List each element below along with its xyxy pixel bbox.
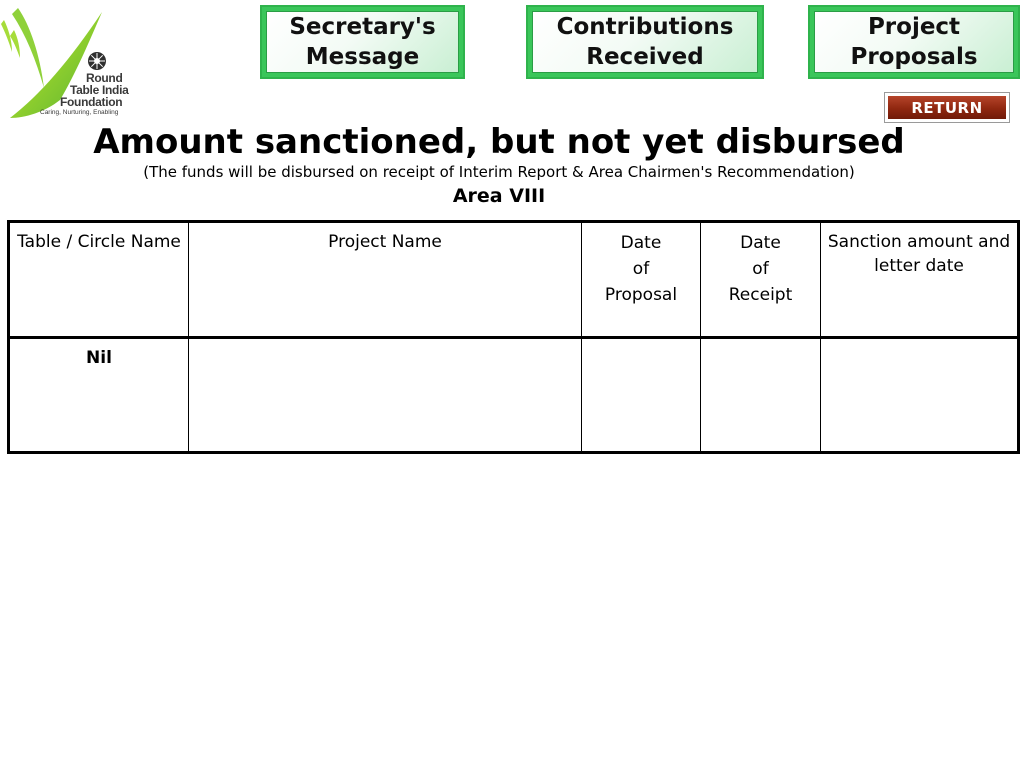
header-date-of-proposal-line-1: Date xyxy=(620,233,662,253)
logo-tagline: Caring, Nurturing, Enabling xyxy=(40,109,119,116)
secretarys-message-button[interactable] xyxy=(260,5,465,79)
area-label: Area VIII xyxy=(452,185,546,207)
page-title: Amount sanctioned, but not yet disbursed xyxy=(93,122,905,162)
contributions-received-button[interactable] xyxy=(526,5,764,79)
table-header-row xyxy=(9,222,1019,338)
header-date-of-receipt-line-2: of xyxy=(752,259,769,279)
project-proposals-label: Project Proposals xyxy=(814,11,1014,73)
logo-name-line-3: Foundation xyxy=(60,95,123,109)
header-sanction-amount: Sanction amount and letter date xyxy=(821,222,1019,338)
cell-sanction-amount xyxy=(821,338,1019,453)
header-table-circle-name: Table / Circle Name xyxy=(9,222,189,338)
project-proposals-button[interactable] xyxy=(808,5,1020,79)
contributions-received-label: Contributions Received xyxy=(532,11,758,73)
header-project-name: Project Name xyxy=(189,222,582,338)
return-button[interactable] xyxy=(884,92,1010,123)
header-date-of-receipt xyxy=(701,222,821,338)
header-date-of-proposal-line-3: Proposal xyxy=(604,285,678,305)
header-date-of-proposal-line-2: of xyxy=(632,259,650,279)
logo-wordmark xyxy=(60,72,129,108)
cell-date-of-receipt xyxy=(701,338,821,453)
header-date-of-receipt-line-3: Receipt xyxy=(728,285,793,305)
logo-name-line-1: Round xyxy=(86,71,123,85)
cell-date-of-proposal xyxy=(582,338,701,453)
round-table-india-foundation-logo xyxy=(0,0,150,125)
header-date-of-proposal xyxy=(582,222,701,338)
cell-project-name xyxy=(189,338,582,453)
return-label: RETURN xyxy=(888,96,1006,119)
wheel-icon xyxy=(88,52,106,70)
table-row xyxy=(9,338,1019,453)
logo-name-line-2: Table India xyxy=(70,83,129,97)
header-date-of-receipt-line-1: Date xyxy=(740,233,781,253)
sanctioned-amounts-table xyxy=(7,220,1020,454)
cell-circle-name: Nil xyxy=(9,338,189,453)
secretarys-message-label: Secretary's Message xyxy=(266,11,459,73)
page-subtitle: (The funds will be disbursed on receipt of Interim Report & Area Chairmen's Recommendation) xyxy=(143,163,855,181)
